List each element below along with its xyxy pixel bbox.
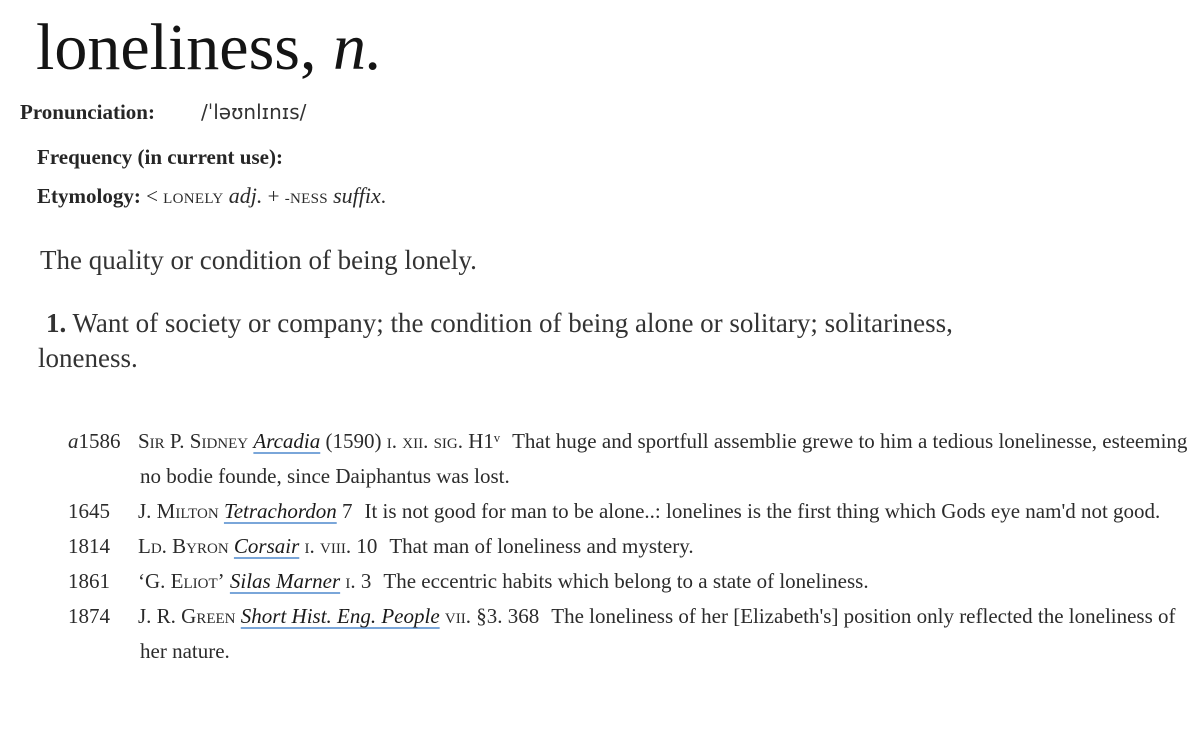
quotation-row [68, 494, 1193, 529]
quote-year: 1645 [68, 499, 110, 523]
etymology-pos-suffix: suffix [333, 183, 381, 208]
quote-text: That man of loneliness and mystery. [389, 534, 694, 558]
quote-year: 1586 [78, 429, 121, 453]
quote-author: J. R. Green [138, 604, 236, 628]
quote-reference: vii. §3. 368 [444, 604, 540, 628]
quote-author: ‘G. Eliot’ [138, 569, 225, 593]
quote-author: Sir P. Sidney [138, 429, 249, 453]
etymology-word-lonely[interactable]: LONELY [163, 191, 224, 207]
quote-year: 1874 [68, 604, 110, 628]
etymology-lt: < [146, 184, 158, 208]
sense-1 [38, 306, 1038, 376]
quote-date [68, 564, 128, 599]
frequency-row [37, 143, 283, 171]
quote-work-link[interactable]: Corsair [233, 534, 300, 558]
quote-text: It is not good for man to be alone..: lonelines is the first thing which Gods eye nam'd not good. [364, 499, 1161, 523]
etymology-label: Etymology: [37, 184, 141, 208]
quote-work-link[interactable]: Silas Marner [229, 569, 341, 593]
sense-text: Want of society or company; the condition of being alone or solitary; solitariness, loneness. [38, 308, 953, 373]
part-of-speech: n. [332, 11, 383, 84]
quotation-list [68, 424, 1193, 669]
etymology-row [37, 182, 386, 213]
etymology-pos-adj: adj. [228, 183, 263, 208]
quote-date [68, 599, 128, 634]
quotation-row [68, 424, 1193, 494]
etymology-word-ness[interactable]: -NESS [284, 191, 328, 207]
quote-work-link[interactable]: Arcadia [253, 429, 321, 453]
quote-author: J. Milton [138, 499, 219, 523]
definition: The quality or condition of being lonely. [40, 245, 477, 275]
quote-reference: 7 [341, 499, 353, 523]
etymology-end: . [380, 184, 387, 208]
quote-date [68, 494, 128, 529]
quotation-row [68, 564, 1193, 599]
quote-year: 1814 [68, 534, 110, 558]
quote-year: 1861 [68, 569, 110, 593]
pronunciation-row [20, 98, 306, 126]
quote-date-prefix: a [68, 429, 79, 453]
etymology-plus: + [267, 184, 280, 208]
quote-author: Ld. Byron [138, 534, 229, 558]
quotation-row [68, 529, 1193, 564]
quote-date [68, 424, 128, 459]
quote-work-link[interactable]: Tetrachordon [223, 499, 337, 523]
sense-number: 1. [46, 308, 67, 338]
quote-work-link[interactable]: Short Hist. Eng. People [240, 604, 440, 628]
pronunciation-label: Pronunciation: [20, 100, 155, 124]
headword [36, 8, 382, 88]
quote-text: That huge and sportfull assemblie grewe to him a tedious lonelinesse, esteeming no bodie founde, since Daiphantus was lost. [140, 429, 1188, 488]
quote-reference: i. 3 [345, 569, 372, 593]
headword-text: loneliness, [36, 11, 317, 84]
quotation-row [68, 599, 1193, 669]
quote-reference: i. viii. 10 [304, 534, 378, 558]
quote-text: The loneliness of her [Elizabeth's] position only reflected the loneliness of her nature. [140, 604, 1176, 663]
quote-date [68, 529, 128, 564]
quote-text: The eccentric habits which belong to a state of loneliness. [383, 569, 869, 593]
quote-reference: (1590) i. xii. sig. H1ᵛ [325, 429, 501, 453]
frequency-label: Frequency (in current use): [37, 145, 283, 169]
pronunciation-ipa: /ˈləʊnlɪnɪs/ [200, 100, 307, 124]
